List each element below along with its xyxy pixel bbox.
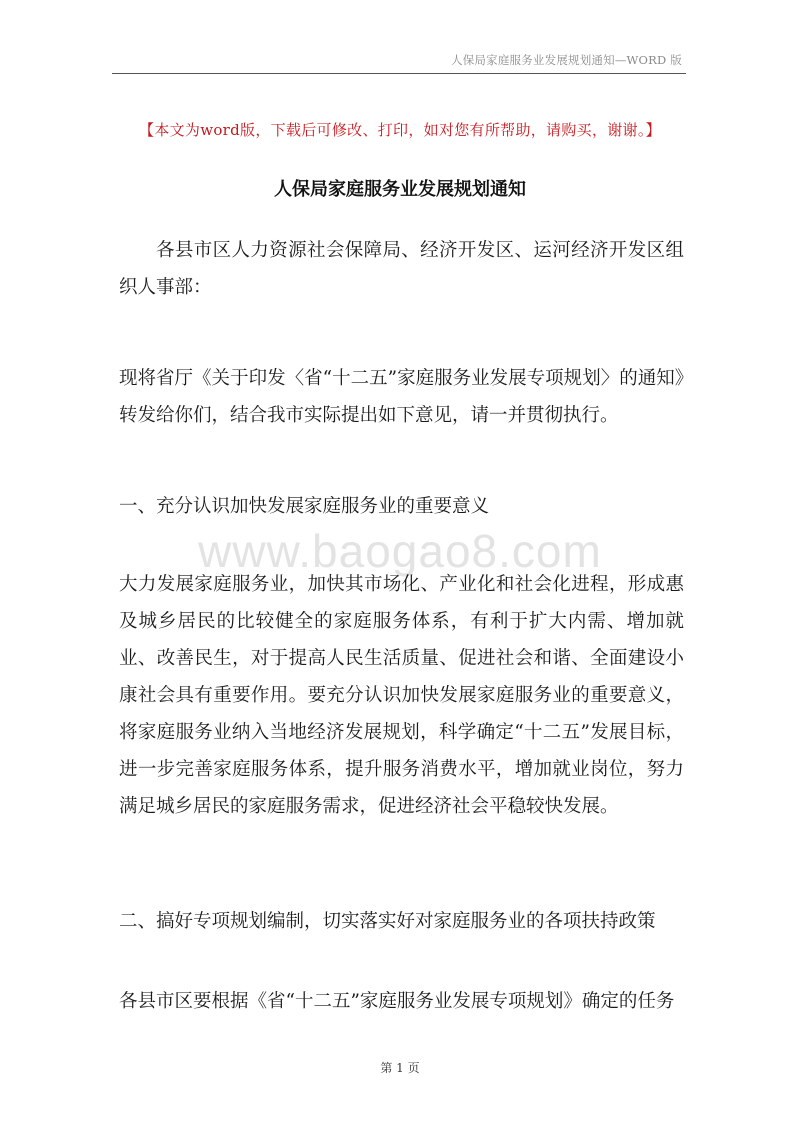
document-title: 人保局家庭服务业发展规划通知 — [274, 179, 526, 200]
salutation-paragraph: 各县市区人力资源社会保障局、经济开发区、运河经济开发区组织人事部： — [119, 240, 684, 298]
purchase-notice: 【本文为word版，下载后可修改、打印，如对您有所帮助，请购买，谢谢。】 — [139, 121, 661, 139]
header-divider — [112, 73, 686, 74]
page-number: 第 1 页 — [380, 1061, 420, 1075]
body-paragraph-1: 大力发展家庭服务业，加快其市场化、产业化和社会化进程，形成惠及城乡居民的比较健全的家庭服务体系，有利于扩大内需、增加就业、改善民生，对于提高人民生活质量、促进社会和谐、全面建设小康社会具有重要作用。要充分认识加快发展家庭服务业的重要意义，将家庭服务业纳入当地经济发展规划，科学确定“十二五”发展目标，进一步完善家庭服务体系，提升服务消费水平，增加就业岗位，努力满足城乡居民的家庭服务需求，促进经济社会平稳较快发展。 — [119, 574, 684, 817]
running-header: 人保局家庭服务业发展规划通知—WORD 版 — [451, 53, 682, 67]
watermark: www.baogao8.com — [198, 525, 602, 577]
body-paragraph-2: 各县市区要根据《省“十二五”家庭服务业发展专项规划》确定的任务 — [119, 991, 675, 1012]
section-heading-2: 二、搞好专项规划编制，切实落实好对家庭服务业的各项扶持政策 — [119, 911, 656, 932]
intro-paragraph: 现将省厅《关于印发〈省“十二五”家庭服务业发展专项规划〉的通知》转发给你们，结合我市实际提出如下意见，请一并贯彻执行。 — [119, 368, 684, 426]
section-heading-1: 一、充分认识加快发展家庭服务业的重要意义 — [119, 496, 490, 517]
